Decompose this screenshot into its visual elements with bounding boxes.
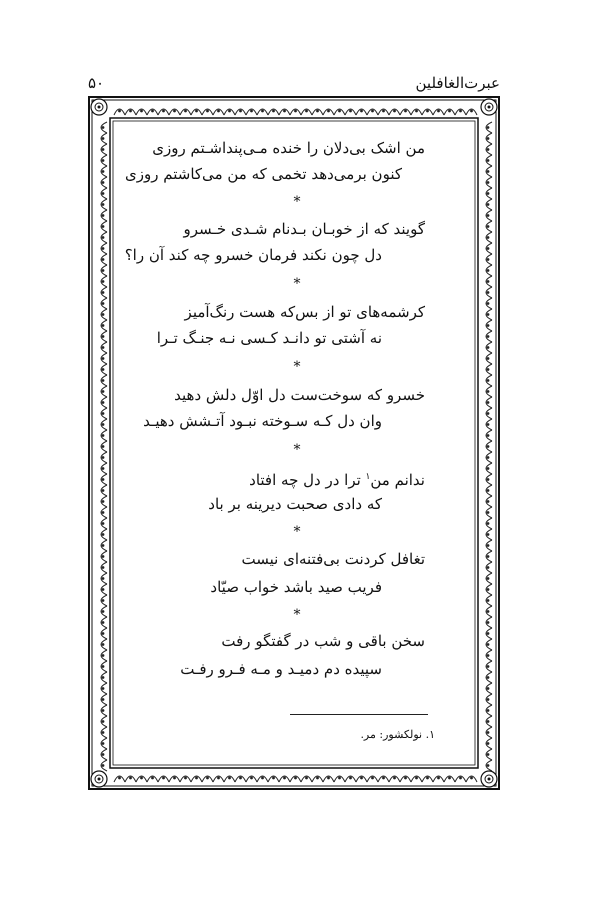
verse-7-line-2: سپیده دم دمیـد و مـه فـرو رفـت xyxy=(180,660,382,678)
page-number: ۵۰ xyxy=(88,74,105,92)
verse-separator: * xyxy=(293,194,301,210)
running-header xyxy=(88,70,500,94)
verse-separator: * xyxy=(293,524,301,540)
verse-separator: * xyxy=(293,442,301,458)
verse-separator: * xyxy=(293,359,301,375)
book-title: عبرت‌الغافلین xyxy=(415,74,500,92)
verse-7-line-1: سخن باقی و شب در گفتگو رفت xyxy=(221,632,425,650)
verse-5-line-2: که دادی صحبت دیرینه بر باد xyxy=(208,495,382,513)
verse-3-line-1: کرشمه‌های تو از بس‌که هست رنگ‌آمیز xyxy=(184,303,425,321)
ornamental-border xyxy=(88,96,500,790)
verse-6-line-1: تغافل کردنت بی‌فتنه‌ای نیست xyxy=(241,550,425,568)
verse-2-line-2: دل چون نکند فرمان خسرو چه کند آن را؟ xyxy=(124,246,382,264)
verse-1-line-2: کنون برمی‌دهد تخمی که من می‌کاشتم روزی xyxy=(125,165,402,183)
verse-5-text-after-note: ترا در دل چه افتاد xyxy=(249,471,366,489)
verse-2-line-1: گویند که از خوبـان بـدنام شـدی خـسرو xyxy=(183,220,425,238)
verse-4-line-2: وان دل کـه سـوخته نبـود آتـشش دهیـد xyxy=(143,412,382,430)
verse-6-line-2: فریب صید باشد خواب صیّاد xyxy=(210,578,382,596)
verse-5-text-before-note: ندانم من xyxy=(370,471,425,489)
footnote: ۱. نولکشور: مر. xyxy=(360,728,435,741)
verse-separator: * xyxy=(293,276,301,292)
verse-1-line-1: من اشک بی‌دلان را خنده مـی‌پنداشـتم روزی xyxy=(152,139,425,157)
verse-separator: * xyxy=(293,607,301,623)
verse-4-line-1: خسرو که سوخت‌ست دل اوّل دلش دهید xyxy=(174,386,425,404)
border-ornament xyxy=(88,96,500,790)
verse-3-line-2: نه آشتی تو دانـد کـسی نـه جنـگ تـرا xyxy=(156,329,382,347)
footnote-marker: ۱ xyxy=(365,472,371,482)
